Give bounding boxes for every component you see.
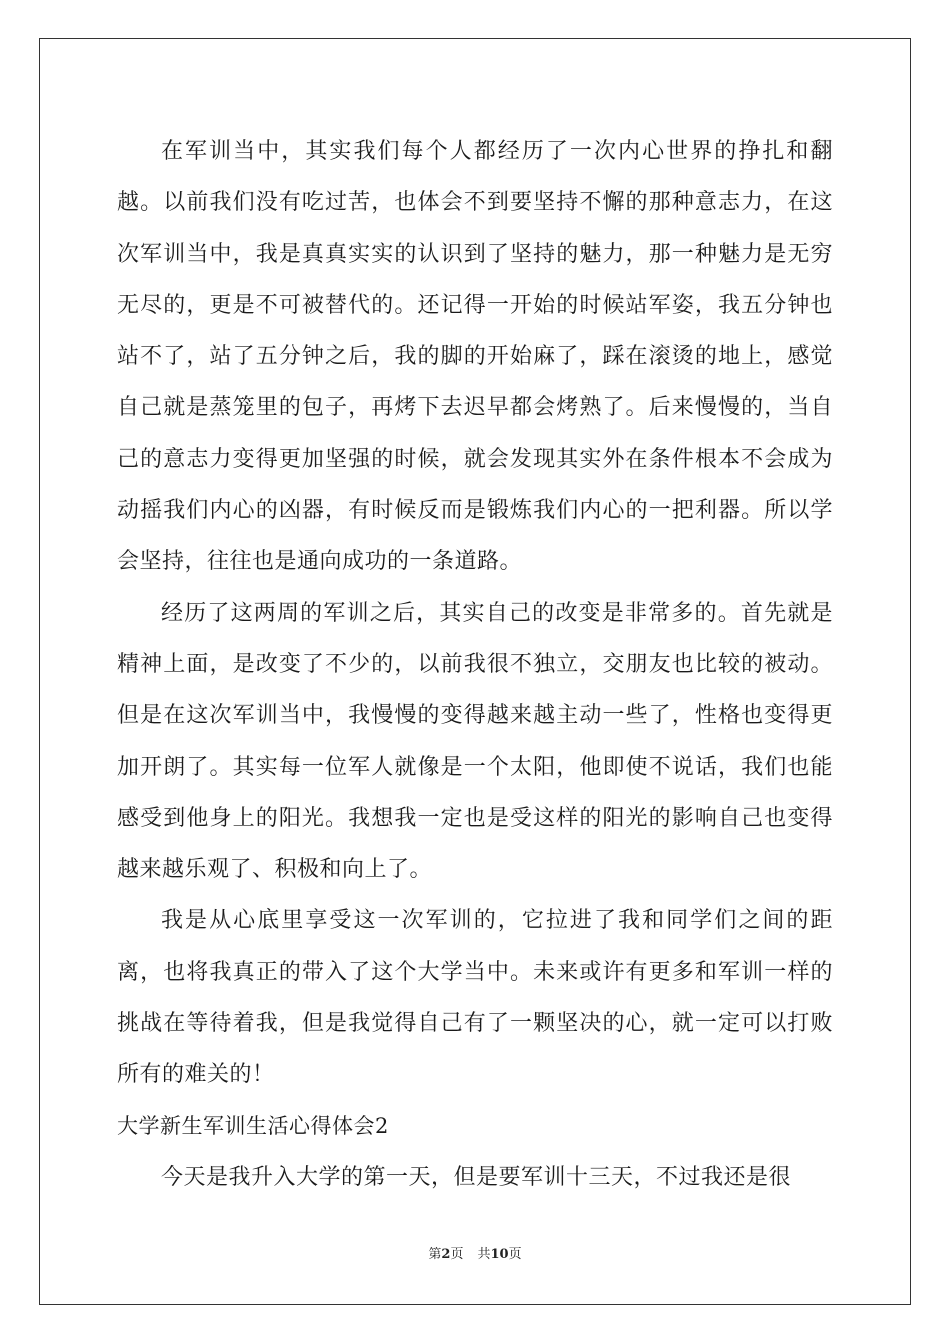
footer-page-number: 2 [441,1247,451,1262]
document-body [117,126,833,1203]
paragraph-3: 我是从心底里享受这一次军训的，它拉进了我和同学们之间的距离，也将我真正的带入了这个大学当中。未来或许有更多和军训一样的挑战在等待着我，但是我觉得自己有了一颗坚决的心，就一定可以打败所有的难关的！ [117,908,833,1088]
footer-page-prefix: 第 [428,1247,442,1262]
footer-total-prefix: 共 [477,1247,491,1262]
page-footer [0,1243,950,1262]
footer-total-suffix: 页 [508,1247,522,1262]
paragraph-1: 在军训当中，其实我们每个人都经历了一次内心世界的挣扎和翻越。以前我们没有吃过苦，也体会不到要坚持不懈的那种意志力，在这次军训当中，我是真真实实的认识到了坚持的魅力，那一种魅力是无穷无尽的，更是不可被替代的。还记得一开始的时候站军姿，我五分钟也站不了，站了五分钟之后，我的脚的开始麻了，踩在滚烫的地上，感觉自己就是蒸笼里的包子，再烤下去迟早都会烤熟了。后来慢慢的，当自己的意志力变得更加坚强的时候，就会发现其实外在条件根本不会成为动摇我们内心的凶器，有时候反而是锻炼我们内心的一把利器。所以学会坚持，往往也是通向成功的一条道路。 [117,139,833,575]
footer-page-suffix: 页 [450,1247,464,1262]
paragraph-4: 今天是我升入大学的第一天，但是要军训十三天，不过我还是很 [161,1164,792,1190]
paragraph-2: 经历了这两周的军训之后，其实自己的改变是非常多的。首先就是精神上面，是改变了不少的，以前我很不独立，交朋友也比较的被动。但是在这次军训当中，我慢慢的变得越来越主动一些了，性格也变得更加开朗了。其实每一位军人就像是一个太阳，他即使不说话，我们也能感受到他身上的阳光。我想我一定也是受这样的阳光的影响自己也变得越来越乐观了、积极和向上了。 [117,600,833,883]
section-heading: 大学新生军训生活心得体会2 [117,1113,389,1138]
footer-total-pages: 10 [490,1247,509,1262]
